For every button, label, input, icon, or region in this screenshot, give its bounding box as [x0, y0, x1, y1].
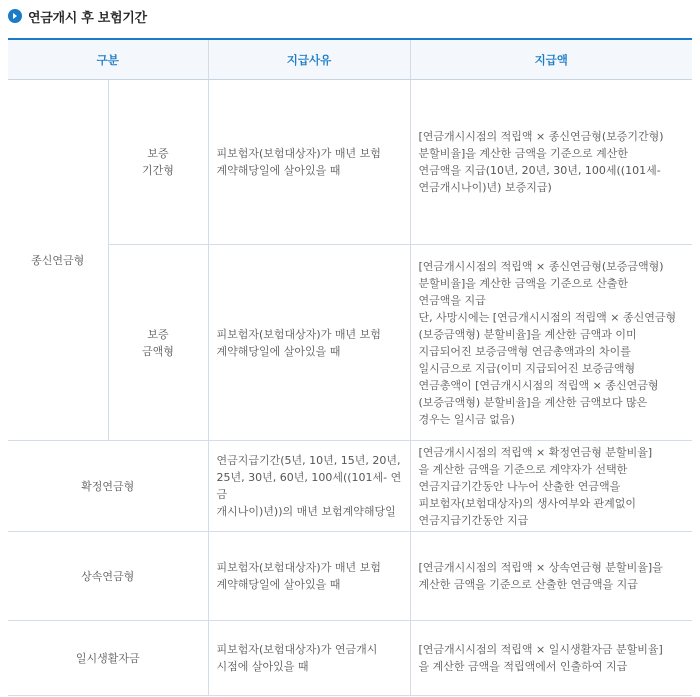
row-group-fixed: 확정연금형 [8, 441, 208, 532]
table-row [8, 621, 692, 696]
row-amount: [연금개시시점의 적립액 × 일시생활자금 분할비율] 을 계산한 금액을 적립액에서 인출하여 지급 [410, 621, 692, 696]
row-reason: 연금지급기간(5년, 10년, 15년, 20년, 25년, 30년, 60년, 100세((101세- 연금 개시나이)년))의 매년 보험계약해당일 [208, 441, 410, 532]
table-row [8, 532, 692, 621]
row-reason: 피보험자(보험대상자)가 매년 보험 계약해당일에 살아있을 때 [208, 245, 410, 441]
row-amount: [연금개시시점의 적립액 × 종신연금형(보증기간형) 분할비율]을 계산한 금액을 기준으로 계산한 연금액을 지급(10년, 20년, 30년, 100세((101세- 연금개시나이)년) 보증지급) [410, 80, 692, 245]
section-title-text: 연금개시 후 보험기간 [28, 10, 147, 26]
row-sub-guaranteed-amount: 보증 금액형 [108, 245, 208, 441]
bullet-arrow-icon [8, 9, 22, 23]
table-row [8, 245, 692, 441]
row-group-lump: 일시생활자금 [8, 621, 208, 696]
row-amount: [연금개시시점의 적립액 × 상속연금형 분할비율]을 계산한 금액을 기준으로 산출한 연금액을 지급 [410, 532, 692, 621]
row-group-inheritance: 상속연금형 [8, 532, 208, 621]
row-reason: 피보험자(보험대상자)가 매년 보험 계약해당일에 살아있을 때 [208, 532, 410, 621]
header-reason: 지급사유 [208, 39, 410, 80]
row-amount: [연금개시시점의 적립액 × 확정연금형 분할비율] 을 계산한 금액을 기준으로 계약자가 선택한 연금지급기간동안 나누어 산출한 연금액을 피보험자(보험대상자)의 생사여부와 관계없이 연금지급기간동안 지급 [410, 441, 692, 532]
table-row [8, 80, 692, 245]
row-reason: 피보험자(보험대상자)가 연금개시 시점에 살아있을 때 [208, 621, 410, 696]
table-row [8, 441, 692, 532]
row-group-lifetime: 종신연금형 [8, 80, 108, 441]
header-category: 구분 [8, 39, 208, 80]
table-header-row [8, 39, 692, 80]
row-reason: 피보험자(보험대상자)가 매년 보험 계약해당일에 살아있을 때 [208, 80, 410, 245]
row-sub-guaranteed-period: 보증 기간형 [108, 80, 208, 245]
annuity-period-table [8, 38, 692, 696]
row-amount: [연금개시시점의 적립액 × 종신연금형(보증금액형) 분할비율]을 계산한 금액을 기준으로 산출한 연금액을 지급 단, 사망시에는 [연금개시시점의 적립액 × 종신연금형 (보증금액형) 분할비율]을 계산한 금액과 이미 지급되어진 보증금액형 연금총액과의 차이를 일시금으로 지급(이미 지급되어진 보증금액형 연금총액이 [연금개시시점의 적립액 × 종신연금형 (보증금액형) 분할비율]을 계산한 금액보다 많은 경우는 일시금 없음) [410, 245, 692, 441]
section-title [8, 4, 147, 28]
header-amount: 지급액 [410, 39, 692, 80]
